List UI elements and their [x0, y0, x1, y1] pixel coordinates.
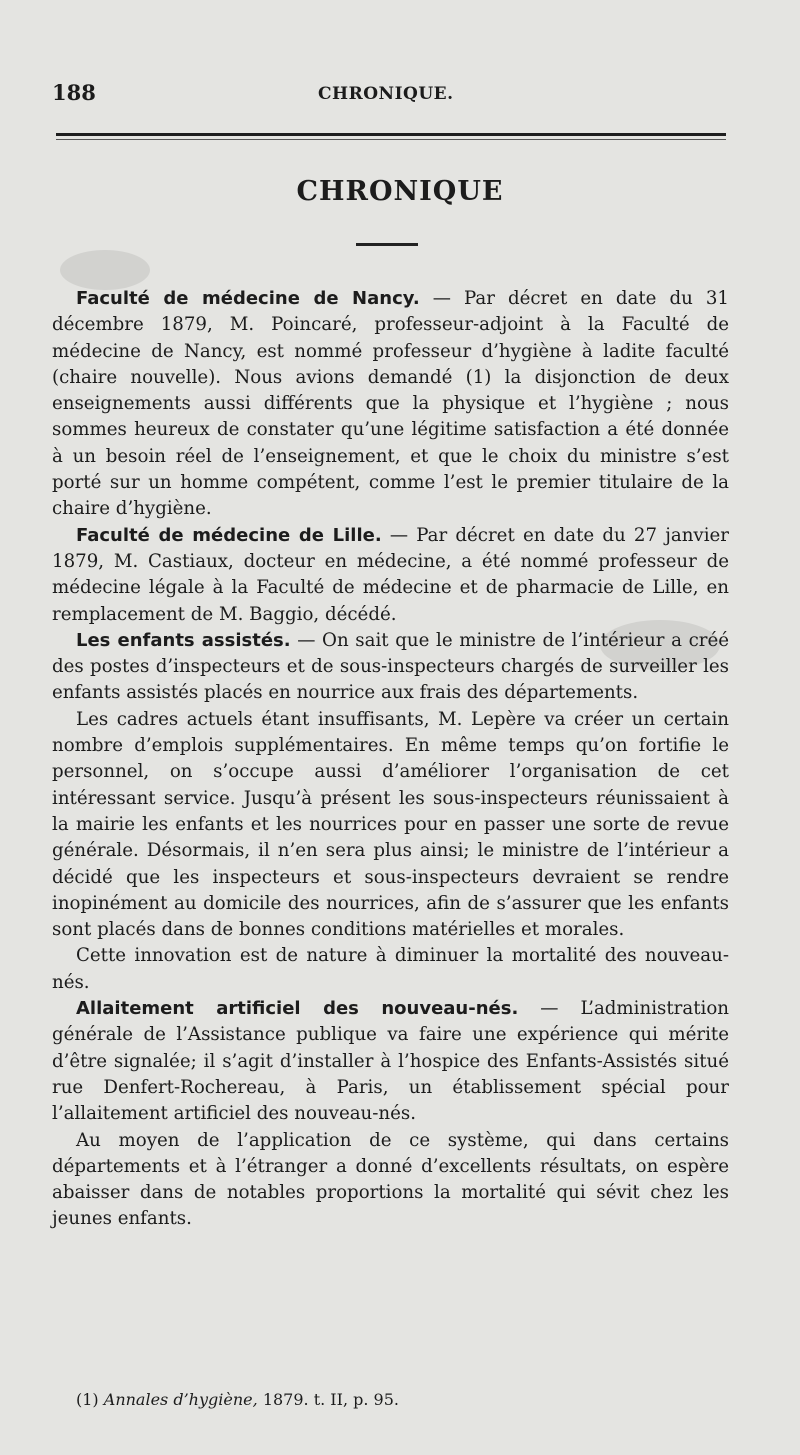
paragraph-text: — Par décret en date du 27 janvier 1879, M. Castiaux, docteur en médecine, a été nommé professeur de médecine légale à la Faculté de médecine et de pharmacie de Lille, en remplacement de M. Baggio, décédé. — [52, 524, 729, 625]
paragraph-text: Au moyen de l’application de ce système, qui dans certains départements et à l’étranger a donné d’excellents résultats, on espère abaisser dans de notables proportions la mortalité qui sévit chez les jeunes enfants. — [52, 1129, 729, 1230]
paragraph-innovation — [52, 943, 729, 996]
page-stain — [60, 250, 150, 290]
paragraph-text: Cette innovation est de nature à diminuer la mortalité des nouveau-nés. — [52, 945, 729, 993]
page-number: 188 — [52, 80, 96, 105]
body-text — [52, 286, 729, 1233]
footnote-journal: Annales d’hygiène, — [103, 1390, 258, 1409]
paragraph-text: Les cadres actuels étant insuffisants, M. Lepère va créer un certain nombre d’emplois supplémentaires. En même temps qu’on fortifie le personnel, on s’occupe aussi d’améliorer l’organisation de cet intéressant service. Jusqu’à présent les sous-inspecteurs réunissaient à la mairie les enfants et les nourrices pour en passer une sorte de revue générale. Désormais, il n’en sera plus ainsi; le ministre de l’intérieur a décidé que les inspecteurs et sous-inspecteurs devraient se rendre inopinément au domicile des nourrices, afin de s’assurer que les enfants sont placés dans de bonnes conditions matérielles et morales. — [52, 708, 729, 941]
paragraph-application — [52, 1128, 729, 1233]
paragraph-lead: Faculté de médecine de Nancy. — [76, 288, 420, 309]
running-head — [52, 80, 742, 116]
footnote-reference: 1879. t. II, p. 95. — [262, 1390, 399, 1409]
title-rule — [356, 243, 418, 246]
footnote — [76, 1390, 726, 1410]
paragraph-text: — Par décret en date du 31 décembre 1879, M. Poincaré, professeur-adjoint à la Faculté de médecine de Nancy, est nommé professeur d’hygiène à ladite faculté (chaire nouvelle). Nous avions demandé (1) la disjonction de deux enseignements aussi différents que la physique et l’hygiène ; nous sommes heureux de constater qu’une légitime satisfaction a été donnée à un besoin réel de l’enseignement, et que le choix du ministre s’est porté sur un homme compétent, comme l’est le premier titulaire de la chaire d’hygiène. — [52, 288, 730, 520]
paragraph-lille — [52, 523, 729, 628]
running-title: CHRONIQUE. — [318, 84, 454, 104]
section-title: CHRONIQUE — [296, 176, 504, 207]
header-rule-thin — [56, 139, 726, 140]
paragraph-lead: Allaitement artificiel des nouveau-nés. — [76, 998, 519, 1020]
paragraph-text: — L’administration générale de l’Assistance publique va faire une expérience qui mérite d’être signalée; il s’agit d’installer à l’hospice des Enfants-Assistés situé rue Denfert-Rochereau, à Paris, un établissement spécial pour l’allaitement artificiel des nouveau-nés. — [52, 998, 729, 1125]
header-rule — [56, 133, 726, 136]
paragraph-enfants-assistes — [52, 628, 729, 707]
paragraph-nancy — [52, 286, 729, 523]
paragraph-cadres — [52, 707, 729, 944]
paragraph-allaitement — [52, 996, 729, 1127]
footnote-marker: (1) — [76, 1390, 99, 1409]
paragraph-lead: Les enfants assistés. — [76, 629, 291, 651]
paragraph-text: — On sait que le ministre de l’intérieur a créé des postes d’inspecteurs et de sous-inspecteurs chargés de surveiller les enfants assistés placés en nourrice aux frais des départements. — [52, 629, 729, 704]
paragraph-lead: Faculté de médecine de Lille. — [76, 524, 382, 546]
